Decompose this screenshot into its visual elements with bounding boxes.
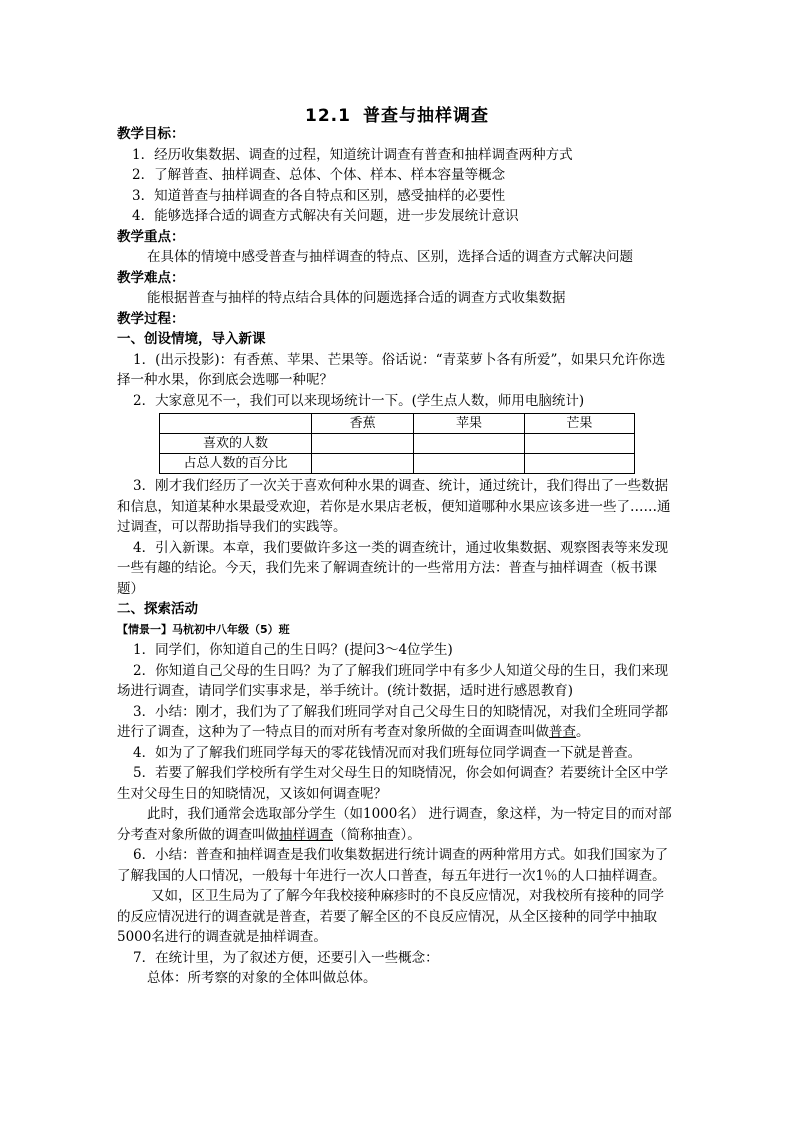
section2-paragraph: 4．如为了了解我们班同学每天的零花钱情况而对我们班每位同学调查一下就是普查。 [133, 744, 642, 761]
section1-paragraph: 3．刚才我们经历了一次关于喜欢何种水果的调查、统计，通过统计，我们得出了一些数据和信息，知道某种水果最受欢迎，若你是水果店老板，便知道哪种水果应该多进一些了……通过调查，可以帮助指导我们的实践等。 [117, 478, 671, 535]
section2-paragraph [117, 804, 677, 845]
term-sampling: 抽样调查 [279, 826, 333, 843]
section2-paragraph: 2．你知道自己父母的生日吗？为了了解我们班同学中有多少人知道父母的生日，我们来现场进行调查，请同学们实事求是，举手统计。(统计数据，适时进行感恩教育) [117, 662, 669, 699]
definition-population: 总体：所考察的对象的全体叫做总体。 [147, 970, 377, 986]
table-cell [312, 454, 414, 474]
section2-paragraph: 7．在统计里，为了叙述方便，还要引入一些概念： [133, 949, 439, 966]
table-cell [414, 454, 524, 474]
section2-paragraph [117, 702, 677, 743]
table-header-cell: 香蕉 [312, 414, 414, 434]
section1-paragraph: 1．(出示投影)：有香蕉、苹果、芒果等。俗话说：“青菜萝卜各有所爱”，如果只允许你选择一种水果，你到底会选哪一种呢？ [117, 351, 666, 388]
section1-paragraph: 4．引入新课。本章，我们要做许多这一类的调查统计，通过收集数据、观察图表等来发现一些有趣的结论。今天，我们先来了解调查统计的一些常用方法：普查与抽样调查（板书课题） [117, 539, 669, 597]
section2-paragraph: 6．小结：普查和抽样调查是我们收集数据进行统计调查的两种常用方式。如我们国家为了了解我国的人口情况，一般每十年进行一次人口普查，每五年进行一次1％的人口抽样调查。 [117, 847, 669, 884]
paragraph-text: 此时，我们通常会选取部分学生（如1000名） 进行调查，象这样，为一特定目的而对部分考查对象所做的调查叫做 [117, 806, 672, 843]
key-text: 在具体的情境中感受普查与抽样调查的特点、区别，选择合适的调查方式解决问题 [147, 249, 633, 265]
fruit-survey-table [159, 413, 635, 474]
goal-item: 2．了解普查、抽样调查、总体、个体、样本、样本容量等概念 [132, 167, 506, 183]
goal-item: 4．能够选择合适的调查方式解决有关问题，进一步发展统计意识 [132, 208, 519, 224]
title-text: 普查与抽样调查 [362, 106, 489, 126]
table-cell [312, 434, 414, 454]
section2-paragraph: 又如，区卫生局为了了解今年我校接种麻疹时的不良反应情况，对我校所有接种的同学的反应情况进行的调查就是普查，若要了解全区的不良反应情况，从全区接种的同学中抽取5000名进行的调查就是抽样调查。 [117, 888, 664, 945]
goal-item: 3．知道普查与抽样调查的各自特点和区别，感受抽样的必要性 [132, 187, 506, 204]
section1-heading: 一、创设情境，导入新课 [117, 331, 266, 347]
table-row [160, 434, 635, 454]
document-body [117, 124, 677, 989]
table-cell [414, 434, 524, 454]
paragraph-text: （简称抽查）。 [333, 826, 421, 843]
goals-heading: 教学目标： [117, 126, 185, 142]
section1-paragraph: 2．大家意见不一，我们可以来现场统计一下。(学生点人数，师用电脑统计) [133, 392, 585, 409]
table-row [160, 454, 635, 474]
table-cell: 占总人数的百分比 [160, 454, 312, 474]
section2-paragraph: 1．同学们，你知道自己的生日吗？(提问3～4位学生) [133, 642, 453, 658]
paragraph-text: 。 [576, 724, 590, 740]
table-header-cell: 苹果 [414, 414, 524, 434]
title-number: 12.1 [305, 106, 351, 126]
table-cell [524, 454, 634, 474]
goal-item: 1．经历收集数据、调查的过程，知道统计调查有普查和抽样调查两种方式 [132, 146, 573, 163]
process-heading: 教学过程： [117, 310, 185, 327]
table-header-row [160, 414, 635, 434]
table-header-cell: 芒果 [524, 414, 634, 434]
section2-paragraph: 5．若要了解我们学校所有学生对父母生日的知晓情况，你会如何调查？若要统计全区中学生对父母生日的知晓情况，又该如何调查呢？ [117, 765, 669, 802]
term-census: 普查 [549, 724, 576, 740]
table-header-cell [160, 414, 312, 434]
scene-label: 【情景一】马杭初中八年级（5）班 [117, 622, 290, 636]
table-cell [524, 434, 634, 454]
paragraph-text: 3．小结：刚才，我们为了了解我们班同学对自己父母生日的知晓情况，对我们全班同学都进行了调查，这种为了一特点目的而对所有考查对象所做的全面调查叫做 [117, 703, 669, 740]
page-title [0, 101, 794, 126]
difficulty-text: 能根据普查与抽样的特点结合具体的问题选择合适的调查方式收集数据 [147, 290, 566, 306]
section2-heading: 二、探索活动 [117, 601, 198, 617]
table-cell: 喜欢的人数 [160, 434, 312, 454]
difficulty-heading: 教学难点： [117, 269, 185, 286]
key-heading: 教学重点： [117, 228, 185, 245]
